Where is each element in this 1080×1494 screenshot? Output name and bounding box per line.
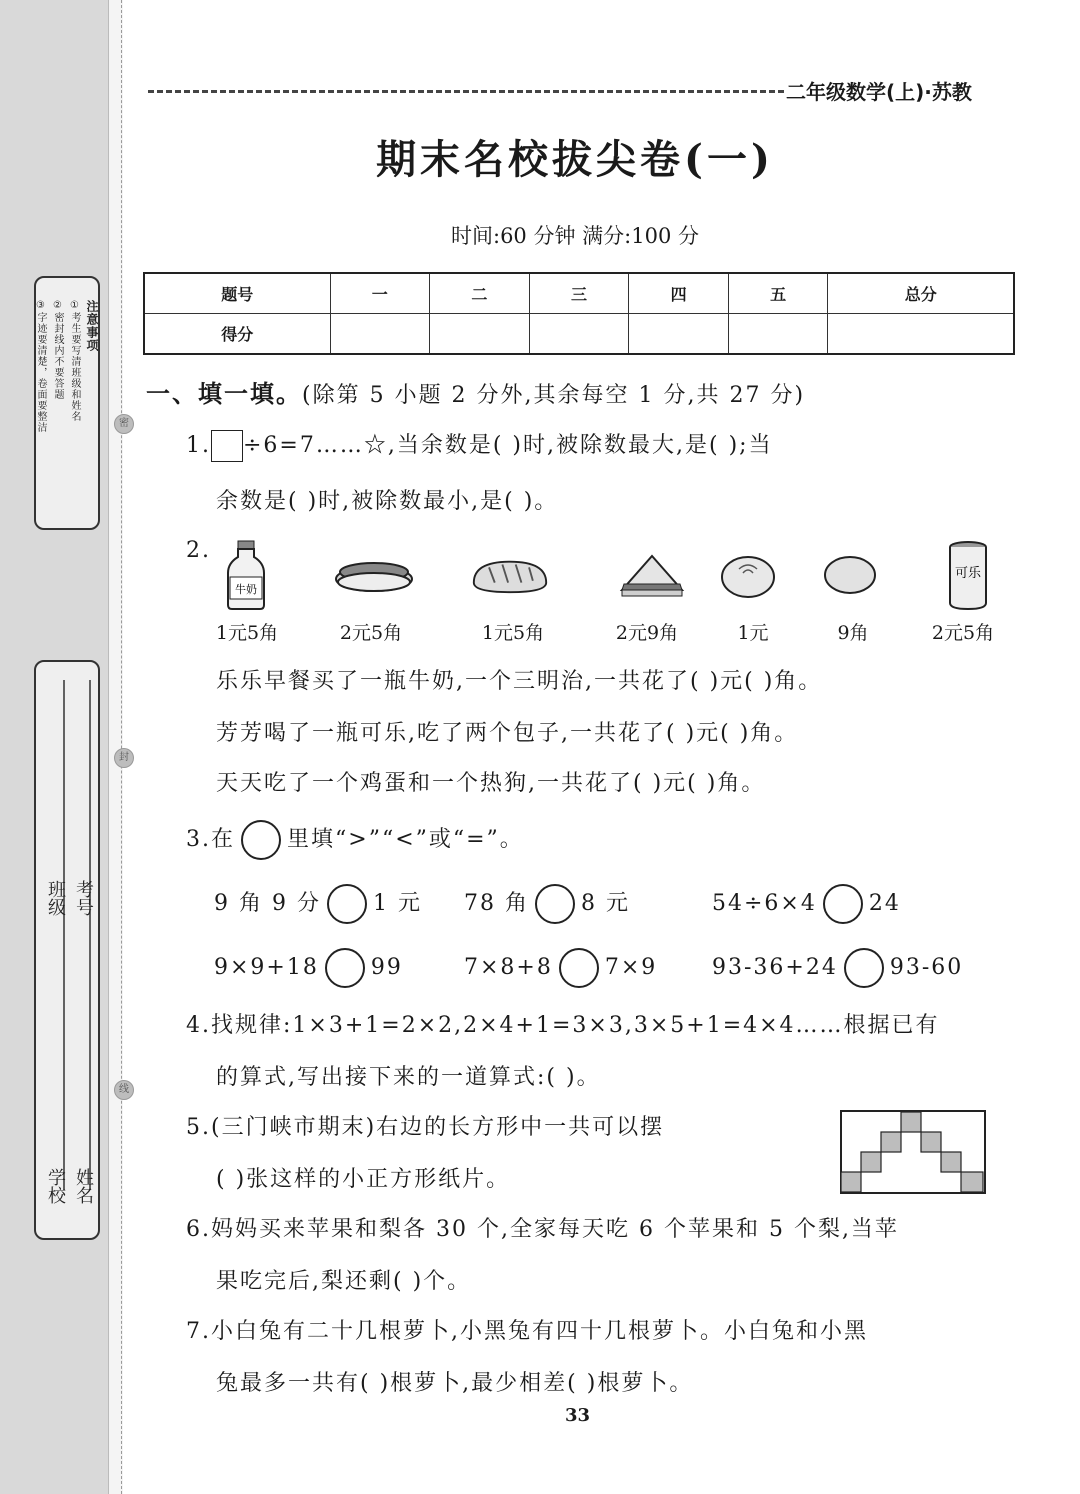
note-2: ②密封线内不要答题	[52, 300, 63, 400]
school-field-label: 学校	[45, 1168, 66, 1204]
score-table-score-row	[144, 314, 1014, 355]
score-cell[interactable]	[828, 314, 1014, 355]
price-milk: 1元5角	[215, 622, 279, 644]
q2-number: 2.	[186, 538, 211, 563]
q7-number: 7.	[186, 1319, 211, 1344]
score-cell[interactable]	[330, 314, 430, 355]
exam-info: 时间:60 分钟 满分:100 分	[451, 224, 699, 248]
header-dash-line	[148, 90, 784, 93]
notes-text	[35, 300, 99, 510]
score-table	[143, 272, 1015, 355]
q1-text-a: ÷6=7……☆,当余数是( )时,被除数最大,是( );当	[243, 433, 773, 458]
name-field-label: 姓名	[73, 1168, 94, 1204]
hotdog-icon	[334, 540, 414, 610]
header-label: 二年级数学(上)·苏教	[786, 80, 972, 104]
rectangle-squares-figure	[840, 1110, 986, 1194]
score-header-cell: 二	[430, 273, 530, 314]
compare-left: 93-36+24	[712, 955, 838, 980]
q4-number: 4.	[186, 1013, 211, 1038]
q3-compare-4	[214, 948, 403, 988]
q7-line-1	[186, 1314, 868, 1345]
milk-label: 牛奶	[235, 583, 257, 596]
q3-compare-5	[464, 948, 657, 988]
bread-icon	[470, 540, 550, 610]
compare-left: 9×9+18	[214, 955, 319, 980]
compare-right: 7×9	[604, 955, 658, 980]
note-3: ③字迹要清楚，卷面要整洁	[35, 300, 46, 433]
cola-label: 可乐	[954, 566, 982, 581]
q3-instruction	[186, 820, 524, 860]
compare-circle[interactable]	[327, 884, 367, 924]
q3-number: 3.	[186, 827, 211, 852]
score-header-cell: 题号	[144, 273, 330, 314]
q5-text-1: (三门峡市期末)右边的长方形中一共可以摆	[211, 1115, 665, 1140]
q4-line-1	[186, 1008, 940, 1039]
q4-line-2: 的算式,写出接下来的一道算式:( )。	[216, 1065, 601, 1090]
compare-circle[interactable]	[844, 948, 884, 988]
exam-number-field-label: 考号	[73, 880, 94, 916]
hole-mark-2: 封	[114, 748, 134, 768]
section-1-title: 一、填一填。	[146, 379, 302, 408]
price-bun: 1元	[737, 622, 769, 644]
compare-right: 1 元	[372, 891, 422, 916]
q7-line-2: 兔最多一共有( )根萝卜,最少相差( )根萝卜。	[216, 1371, 694, 1396]
cola-can-icon	[928, 540, 1008, 610]
hole-mark-1: 密	[114, 414, 134, 434]
compare-left: 7×8+8	[464, 955, 553, 980]
score-cell[interactable]	[529, 314, 629, 355]
egg-icon	[810, 540, 890, 610]
score-cell[interactable]	[629, 314, 729, 355]
compare-circle[interactable]	[823, 884, 863, 924]
q3-compare-1	[214, 884, 422, 924]
compare-right: 8 元	[581, 891, 630, 916]
q2-line-1: 乐乐早餐买了一瓶牛奶,一个三明治,一共花了( )元( )角。	[216, 669, 823, 694]
price-bread: 1元5角	[481, 622, 545, 644]
score-header-cell: 四	[629, 273, 729, 314]
price-sandwich: 2元9角	[615, 622, 679, 644]
q2-line-2: 芳芳喝了一瓶可乐,吃了两个包子,一共花了( )元( )角。	[216, 721, 799, 746]
q6-line-2: 果吃完后,梨还剩( )个。	[216, 1269, 472, 1294]
compare-left: 9 角 9 分	[214, 891, 321, 916]
milk-bottle-icon	[206, 540, 286, 610]
q7-text-1: 小白兔有二十几根萝卜,小黑兔有四十几根萝卜。小白兔和小黑	[211, 1319, 868, 1344]
score-cell[interactable]	[430, 314, 530, 355]
compare-circle[interactable]	[559, 948, 599, 988]
q5-line-2: ( )张这样的小正方形纸片。	[216, 1167, 511, 1192]
score-cell[interactable]	[728, 314, 828, 355]
score-header-cell: 三	[529, 273, 629, 314]
q3-compare-3	[712, 884, 901, 924]
q3-compare-6	[712, 948, 963, 988]
q1-line-2: 余数是( )时,被除数最小,是( )。	[216, 489, 559, 514]
sandwich-icon	[612, 540, 692, 610]
score-row-label: 得分	[144, 314, 330, 355]
score-header-cell: 总分	[828, 273, 1014, 314]
page-title: 期末名校拔尖卷(一)	[376, 136, 774, 183]
q6-number: 6.	[186, 1217, 211, 1242]
compare-circle[interactable]	[325, 948, 365, 988]
price-egg: 9角	[837, 622, 869, 644]
q3-post: 里填“>”“<”或“=”。	[287, 827, 524, 852]
q5-line-1	[186, 1110, 664, 1141]
compare-right: 24	[868, 891, 901, 916]
example-circle	[241, 820, 281, 860]
q3-compare-2	[464, 884, 630, 924]
dividend-box[interactable]	[211, 430, 243, 462]
notes-title: 注意事项	[85, 300, 99, 352]
section-1-note: (除第 5 小题 2 分外,其余每空 1 分,共 27 分)	[302, 383, 806, 408]
q1-line-1	[186, 428, 773, 462]
hole-mark-3: 线	[114, 1080, 134, 1100]
price-cola: 2元5角	[931, 622, 995, 644]
class-field-label: 班级	[45, 880, 66, 916]
q2-line-3: 天天吃了一个鸡蛋和一个热狗,一共花了( )元( )角。	[216, 771, 766, 796]
price-hotdog: 2元5角	[339, 622, 403, 644]
q5-number: 5.	[186, 1115, 211, 1140]
steamed-bun-icon	[708, 540, 788, 610]
score-table-header-row	[144, 273, 1014, 314]
q1-number: 1.	[186, 433, 211, 458]
page-number: 33	[564, 1405, 591, 1426]
q3-pre: 在	[211, 827, 236, 852]
info-field-lines	[34, 660, 100, 1240]
compare-right: 99	[370, 955, 403, 980]
section-1-heading	[146, 374, 805, 409]
q4-text-1: 找规律:1×3+1=2×2,2×4+1=3×3,3×5+1=4×4……根据已有	[211, 1013, 940, 1038]
q6-text-1: 妈妈买来苹果和梨各 30 个,全家每天吃 6 个苹果和 5 个梨,当苹	[211, 1217, 899, 1242]
score-header-cell: 五	[728, 273, 828, 314]
compare-circle[interactable]	[535, 884, 575, 924]
note-1: ①考生要写清班级和姓名	[69, 300, 80, 422]
q6-line-1	[186, 1212, 899, 1243]
compare-right: 93-60	[889, 955, 964, 980]
score-header-cell: 一	[330, 273, 430, 314]
compare-left: 78 角	[464, 891, 529, 916]
compare-left: 54÷6×4	[712, 891, 817, 916]
